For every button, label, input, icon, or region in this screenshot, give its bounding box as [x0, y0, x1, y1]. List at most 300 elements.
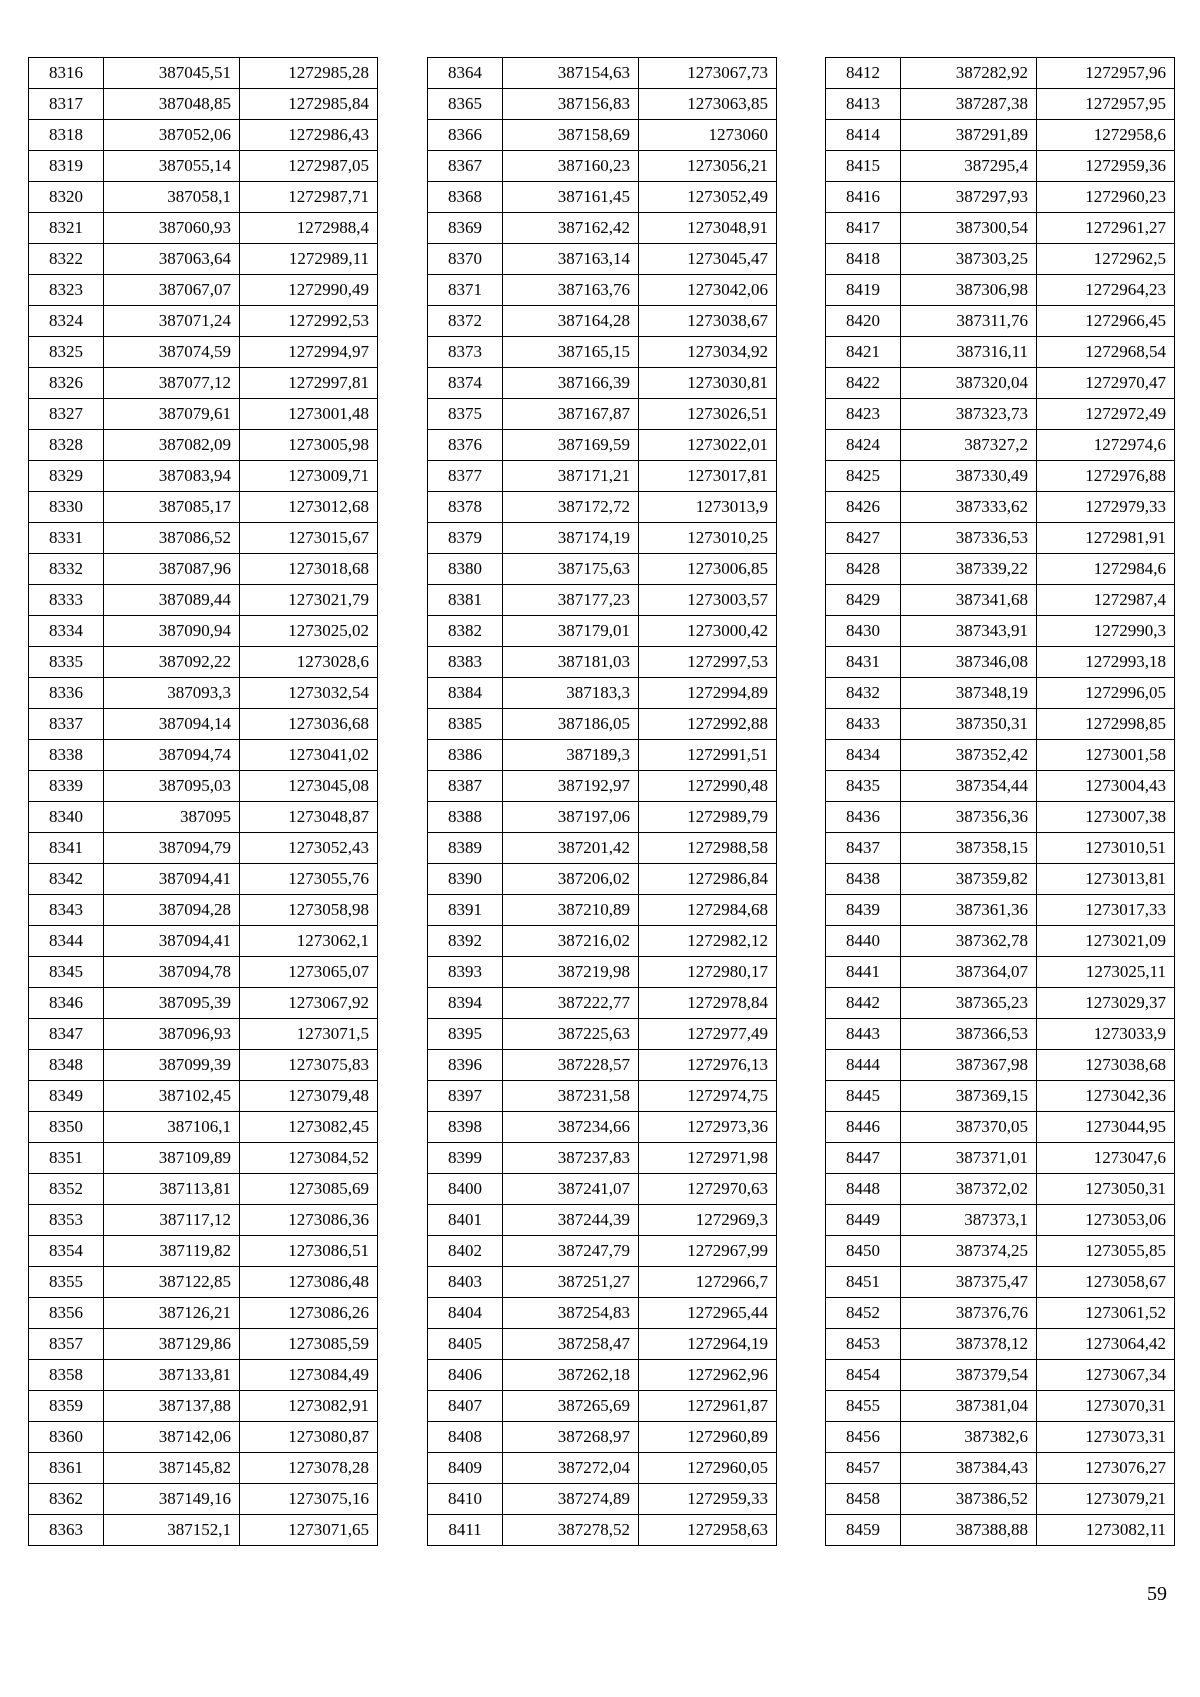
- y-coordinate-cell: 1272966,7: [639, 1267, 777, 1298]
- table-row: [428, 461, 777, 492]
- y-coordinate-cell: 1273080,87: [240, 1422, 378, 1453]
- table-row: [826, 1205, 1175, 1236]
- point-number-cell: 8347: [29, 1019, 104, 1050]
- point-number-cell: 8431: [826, 647, 901, 678]
- table-row: [826, 833, 1175, 864]
- coordinate-table-body: [428, 58, 777, 1546]
- table-row: [826, 275, 1175, 306]
- y-coordinate-cell: 1273060: [639, 120, 777, 151]
- x-coordinate-cell: 387362,78: [901, 926, 1037, 957]
- y-coordinate-cell: 1273086,26: [240, 1298, 378, 1329]
- table-row: [428, 89, 777, 120]
- x-coordinate-cell: 387373,1: [901, 1205, 1037, 1236]
- y-coordinate-cell: 1272977,49: [639, 1019, 777, 1050]
- y-coordinate-cell: 1273055,85: [1037, 1236, 1175, 1267]
- table-row: [428, 213, 777, 244]
- table-row: [29, 647, 378, 678]
- y-coordinate-cell: 1273005,98: [240, 430, 378, 461]
- y-coordinate-cell: 1273079,48: [240, 1081, 378, 1112]
- point-number-cell: 8332: [29, 554, 104, 585]
- table-row: [826, 1391, 1175, 1422]
- point-number-cell: 8395: [428, 1019, 503, 1050]
- x-coordinate-cell: 387179,01: [503, 616, 639, 647]
- table-row: [826, 1422, 1175, 1453]
- y-coordinate-cell: 1273033,9: [1037, 1019, 1175, 1050]
- point-number-cell: 8407: [428, 1391, 503, 1422]
- x-coordinate-cell: 387149,16: [104, 1484, 240, 1515]
- table-row: [428, 864, 777, 895]
- y-coordinate-cell: 1273071,5: [240, 1019, 378, 1050]
- x-coordinate-cell: 387228,57: [503, 1050, 639, 1081]
- table-row: [428, 1422, 777, 1453]
- table-row: [29, 461, 378, 492]
- table-row: [29, 585, 378, 616]
- x-coordinate-cell: 387162,42: [503, 213, 639, 244]
- point-number-cell: 8351: [29, 1143, 104, 1174]
- table-row: [428, 678, 777, 709]
- table-row: [428, 895, 777, 926]
- table-row: [826, 1484, 1175, 1515]
- x-coordinate-cell: 387154,63: [503, 58, 639, 89]
- x-coordinate-cell: 387160,23: [503, 151, 639, 182]
- y-coordinate-cell: 1272978,84: [639, 988, 777, 1019]
- table-row: [428, 430, 777, 461]
- table-row: [826, 399, 1175, 430]
- x-coordinate-cell: 387067,07: [104, 275, 240, 306]
- x-coordinate-cell: 387303,25: [901, 244, 1037, 275]
- point-number-cell: 8439: [826, 895, 901, 926]
- y-coordinate-cell: 1273067,92: [240, 988, 378, 1019]
- point-number-cell: 8350: [29, 1112, 104, 1143]
- y-coordinate-cell: 1273018,68: [240, 554, 378, 585]
- y-coordinate-cell: 1272973,36: [639, 1112, 777, 1143]
- point-number-cell: 8447: [826, 1143, 901, 1174]
- y-coordinate-cell: 1272989,11: [240, 244, 378, 275]
- y-coordinate-cell: 1272972,49: [1037, 399, 1175, 430]
- x-coordinate-cell: 387372,02: [901, 1174, 1037, 1205]
- y-coordinate-cell: 1272959,36: [1037, 151, 1175, 182]
- x-coordinate-cell: 387225,63: [503, 1019, 639, 1050]
- y-coordinate-cell: 1272982,12: [639, 926, 777, 957]
- x-coordinate-cell: 387183,3: [503, 678, 639, 709]
- y-coordinate-cell: 1272965,44: [639, 1298, 777, 1329]
- table-row: [29, 1112, 378, 1143]
- table-row: [29, 120, 378, 151]
- y-coordinate-cell: 1273025,02: [240, 616, 378, 647]
- y-coordinate-cell: 1273050,31: [1037, 1174, 1175, 1205]
- x-coordinate-cell: 387181,03: [503, 647, 639, 678]
- table-row: [428, 1112, 777, 1143]
- y-coordinate-cell: 1272958,6: [1037, 120, 1175, 151]
- table-row: [826, 1298, 1175, 1329]
- table-row: [428, 1298, 777, 1329]
- x-coordinate-cell: 387158,69: [503, 120, 639, 151]
- table-row: [428, 182, 777, 213]
- x-coordinate-cell: 387378,12: [901, 1329, 1037, 1360]
- y-coordinate-cell: 1273041,02: [240, 740, 378, 771]
- table-row: [29, 1143, 378, 1174]
- x-coordinate-cell: 387210,89: [503, 895, 639, 926]
- table-row: [428, 771, 777, 802]
- x-coordinate-cell: 387251,27: [503, 1267, 639, 1298]
- x-coordinate-cell: 387089,44: [104, 585, 240, 616]
- point-number-cell: 8363: [29, 1515, 104, 1546]
- y-coordinate-cell: 1272974,75: [639, 1081, 777, 1112]
- y-coordinate-cell: 1273086,36: [240, 1205, 378, 1236]
- point-number-cell: 8433: [826, 709, 901, 740]
- table-row: [428, 1391, 777, 1422]
- y-coordinate-cell: 1272997,53: [639, 647, 777, 678]
- x-coordinate-cell: 387169,59: [503, 430, 639, 461]
- x-coordinate-cell: 387163,76: [503, 275, 639, 306]
- y-coordinate-cell: 1273001,48: [240, 399, 378, 430]
- point-number-cell: 8429: [826, 585, 901, 616]
- table-row: [428, 1236, 777, 1267]
- table-row: [29, 337, 378, 368]
- x-coordinate-cell: 387142,06: [104, 1422, 240, 1453]
- x-coordinate-cell: 387336,53: [901, 523, 1037, 554]
- table-row: [29, 926, 378, 957]
- y-coordinate-cell: 1273025,11: [1037, 957, 1175, 988]
- y-coordinate-cell: 1273085,59: [240, 1329, 378, 1360]
- table-row: [826, 678, 1175, 709]
- table-row: [29, 368, 378, 399]
- y-coordinate-cell: 1272988,58: [639, 833, 777, 864]
- y-coordinate-cell: 1273085,69: [240, 1174, 378, 1205]
- point-number-cell: 8319: [29, 151, 104, 182]
- point-number-cell: 8410: [428, 1484, 503, 1515]
- coordinate-table-3: [825, 57, 1175, 1546]
- point-number-cell: 8366: [428, 120, 503, 151]
- x-coordinate-cell: 387161,45: [503, 182, 639, 213]
- y-coordinate-cell: 1273029,37: [1037, 988, 1175, 1019]
- table-row: [29, 1360, 378, 1391]
- x-coordinate-cell: 387079,61: [104, 399, 240, 430]
- point-number-cell: 8406: [428, 1360, 503, 1391]
- x-coordinate-cell: 387172,72: [503, 492, 639, 523]
- point-number-cell: 8423: [826, 399, 901, 430]
- table-row: [428, 492, 777, 523]
- y-coordinate-cell: 1272979,33: [1037, 492, 1175, 523]
- y-coordinate-cell: 1273045,47: [639, 244, 777, 275]
- x-coordinate-cell: 387119,82: [104, 1236, 240, 1267]
- x-coordinate-cell: 387361,36: [901, 895, 1037, 926]
- table-row: [826, 492, 1175, 523]
- x-coordinate-cell: 387258,47: [503, 1329, 639, 1360]
- x-coordinate-cell: 387045,51: [104, 58, 240, 89]
- y-coordinate-cell: 1272971,98: [639, 1143, 777, 1174]
- y-coordinate-cell: 1272994,89: [639, 678, 777, 709]
- y-coordinate-cell: 1272960,05: [639, 1453, 777, 1484]
- y-coordinate-cell: 1273058,67: [1037, 1267, 1175, 1298]
- y-coordinate-cell: 1273021,09: [1037, 926, 1175, 957]
- point-number-cell: 8390: [428, 864, 503, 895]
- table-row: [428, 1174, 777, 1205]
- y-coordinate-cell: 1273078,28: [240, 1453, 378, 1484]
- table-row: [826, 1143, 1175, 1174]
- point-number-cell: 8427: [826, 523, 901, 554]
- point-number-cell: 8455: [826, 1391, 901, 1422]
- y-coordinate-cell: 1272988,4: [240, 213, 378, 244]
- x-coordinate-cell: 387206,02: [503, 864, 639, 895]
- y-coordinate-cell: 1273004,43: [1037, 771, 1175, 802]
- y-coordinate-cell: 1273044,95: [1037, 1112, 1175, 1143]
- table-row: [428, 585, 777, 616]
- table-row: [29, 1391, 378, 1422]
- y-coordinate-cell: 1273021,79: [240, 585, 378, 616]
- point-number-cell: 8412: [826, 58, 901, 89]
- table-row: [29, 771, 378, 802]
- table-row: [29, 1422, 378, 1453]
- y-coordinate-cell: 1272964,19: [639, 1329, 777, 1360]
- x-coordinate-cell: 387197,06: [503, 802, 639, 833]
- x-coordinate-cell: 387174,19: [503, 523, 639, 554]
- x-coordinate-cell: 387167,87: [503, 399, 639, 430]
- x-coordinate-cell: 387095: [104, 802, 240, 833]
- point-number-cell: 8403: [428, 1267, 503, 1298]
- y-coordinate-cell: 1272961,87: [639, 1391, 777, 1422]
- x-coordinate-cell: 387094,14: [104, 709, 240, 740]
- y-coordinate-cell: 1273079,21: [1037, 1484, 1175, 1515]
- table-row: [826, 151, 1175, 182]
- x-coordinate-cell: 387356,36: [901, 802, 1037, 833]
- table-row: [29, 678, 378, 709]
- point-number-cell: 8441: [826, 957, 901, 988]
- point-number-cell: 8454: [826, 1360, 901, 1391]
- x-coordinate-cell: 387165,15: [503, 337, 639, 368]
- point-number-cell: 8459: [826, 1515, 901, 1546]
- x-coordinate-cell: 387092,22: [104, 647, 240, 678]
- point-number-cell: 8361: [29, 1453, 104, 1484]
- point-number-cell: 8356: [29, 1298, 104, 1329]
- y-coordinate-cell: 1273082,11: [1037, 1515, 1175, 1546]
- point-number-cell: 8437: [826, 833, 901, 864]
- point-number-cell: 8330: [29, 492, 104, 523]
- point-number-cell: 8317: [29, 89, 104, 120]
- point-number-cell: 8432: [826, 678, 901, 709]
- y-coordinate-cell: 1273065,07: [240, 957, 378, 988]
- table-row: [428, 988, 777, 1019]
- table-row: [29, 957, 378, 988]
- point-number-cell: 8389: [428, 833, 503, 864]
- coordinate-table-body: [29, 58, 378, 1546]
- table-row: [29, 182, 378, 213]
- y-coordinate-cell: 1272992,53: [240, 306, 378, 337]
- point-number-cell: 8348: [29, 1050, 104, 1081]
- x-coordinate-cell: 387244,39: [503, 1205, 639, 1236]
- point-number-cell: 8421: [826, 337, 901, 368]
- x-coordinate-cell: 387052,06: [104, 120, 240, 151]
- y-coordinate-cell: 1272976,88: [1037, 461, 1175, 492]
- x-coordinate-cell: 387126,21: [104, 1298, 240, 1329]
- x-coordinate-cell: 387341,68: [901, 585, 1037, 616]
- x-coordinate-cell: 387164,28: [503, 306, 639, 337]
- x-coordinate-cell: 387348,19: [901, 678, 1037, 709]
- x-coordinate-cell: 387323,73: [901, 399, 1037, 430]
- table-row: [29, 833, 378, 864]
- point-number-cell: 8396: [428, 1050, 503, 1081]
- point-number-cell: 8394: [428, 988, 503, 1019]
- table-row: [428, 523, 777, 554]
- y-coordinate-cell: 1272964,23: [1037, 275, 1175, 306]
- point-number-cell: 8367: [428, 151, 503, 182]
- y-coordinate-cell: 1272998,85: [1037, 709, 1175, 740]
- point-number-cell: 8369: [428, 213, 503, 244]
- table-row: [826, 120, 1175, 151]
- point-number-cell: 8357: [29, 1329, 104, 1360]
- x-coordinate-cell: 387330,49: [901, 461, 1037, 492]
- x-coordinate-cell: 387071,24: [104, 306, 240, 337]
- point-number-cell: 8388: [428, 802, 503, 833]
- table-row: [826, 368, 1175, 399]
- x-coordinate-cell: 387306,98: [901, 275, 1037, 306]
- x-coordinate-cell: 387287,38: [901, 89, 1037, 120]
- y-coordinate-cell: 1273015,67: [240, 523, 378, 554]
- x-coordinate-cell: 387339,22: [901, 554, 1037, 585]
- y-coordinate-cell: 1272990,3: [1037, 616, 1175, 647]
- point-number-cell: 8400: [428, 1174, 503, 1205]
- y-coordinate-cell: 1273028,6: [240, 647, 378, 678]
- x-coordinate-cell: 387094,78: [104, 957, 240, 988]
- table-row: [29, 306, 378, 337]
- point-number-cell: 8392: [428, 926, 503, 957]
- table-row: [428, 306, 777, 337]
- point-number-cell: 8419: [826, 275, 901, 306]
- y-coordinate-cell: 1272969,3: [639, 1205, 777, 1236]
- y-coordinate-cell: 1272984,6: [1037, 554, 1175, 585]
- y-coordinate-cell: 1273063,85: [639, 89, 777, 120]
- x-coordinate-cell: 387379,54: [901, 1360, 1037, 1391]
- y-coordinate-cell: 1273070,31: [1037, 1391, 1175, 1422]
- x-coordinate-cell: 387282,92: [901, 58, 1037, 89]
- point-number-cell: 8408: [428, 1422, 503, 1453]
- point-number-cell: 8387: [428, 771, 503, 802]
- x-coordinate-cell: 387096,93: [104, 1019, 240, 1050]
- point-number-cell: 8411: [428, 1515, 503, 1546]
- table-row: [29, 1081, 378, 1112]
- x-coordinate-cell: 387156,83: [503, 89, 639, 120]
- point-number-cell: 8383: [428, 647, 503, 678]
- y-coordinate-cell: 1272987,05: [240, 151, 378, 182]
- table-row: [428, 244, 777, 275]
- x-coordinate-cell: 387122,85: [104, 1267, 240, 1298]
- y-coordinate-cell: 1272981,91: [1037, 523, 1175, 554]
- point-number-cell: 8385: [428, 709, 503, 740]
- table-row: [29, 275, 378, 306]
- point-number-cell: 8342: [29, 864, 104, 895]
- y-coordinate-cell: 1273013,9: [639, 492, 777, 523]
- x-coordinate-cell: 387272,04: [503, 1453, 639, 1484]
- table-row: [428, 275, 777, 306]
- x-coordinate-cell: 387163,14: [503, 244, 639, 275]
- table-row: [29, 616, 378, 647]
- y-coordinate-cell: 1272997,81: [240, 368, 378, 399]
- point-number-cell: 8456: [826, 1422, 901, 1453]
- y-coordinate-cell: 1272987,4: [1037, 585, 1175, 616]
- table-row: [29, 554, 378, 585]
- point-number-cell: 8318: [29, 120, 104, 151]
- y-coordinate-cell: 1272957,95: [1037, 89, 1175, 120]
- point-number-cell: 8391: [428, 895, 503, 926]
- table-row: [29, 1298, 378, 1329]
- point-number-cell: 8339: [29, 771, 104, 802]
- point-number-cell: 8335: [29, 647, 104, 678]
- table-row: [826, 182, 1175, 213]
- table-row: [428, 926, 777, 957]
- x-coordinate-cell: 387109,89: [104, 1143, 240, 1174]
- x-coordinate-cell: 387094,79: [104, 833, 240, 864]
- x-coordinate-cell: 387265,69: [503, 1391, 639, 1422]
- table-row: [428, 1329, 777, 1360]
- x-coordinate-cell: 387370,05: [901, 1112, 1037, 1143]
- x-coordinate-cell: 387094,41: [104, 864, 240, 895]
- x-coordinate-cell: 387382,6: [901, 1422, 1037, 1453]
- point-number-cell: 8344: [29, 926, 104, 957]
- x-coordinate-cell: 387095,03: [104, 771, 240, 802]
- x-coordinate-cell: 387333,62: [901, 492, 1037, 523]
- table-row: [29, 1019, 378, 1050]
- x-coordinate-cell: 387374,25: [901, 1236, 1037, 1267]
- point-number-cell: 8417: [826, 213, 901, 244]
- y-coordinate-cell: 1273017,33: [1037, 895, 1175, 926]
- x-coordinate-cell: 387367,98: [901, 1050, 1037, 1081]
- table-row: [826, 1019, 1175, 1050]
- x-coordinate-cell: 387262,18: [503, 1360, 639, 1391]
- table-row: [428, 740, 777, 771]
- y-coordinate-cell: 1273007,38: [1037, 802, 1175, 833]
- y-coordinate-cell: 1272968,54: [1037, 337, 1175, 368]
- x-coordinate-cell: 387234,66: [503, 1112, 639, 1143]
- y-coordinate-cell: 1273032,54: [240, 678, 378, 709]
- table-row: [826, 740, 1175, 771]
- point-number-cell: 8322: [29, 244, 104, 275]
- point-number-cell: 8424: [826, 430, 901, 461]
- point-number-cell: 8422: [826, 368, 901, 399]
- x-coordinate-cell: 387113,81: [104, 1174, 240, 1205]
- y-coordinate-cell: 1273048,87: [240, 802, 378, 833]
- x-coordinate-cell: 387327,2: [901, 430, 1037, 461]
- y-coordinate-cell: 1273062,1: [240, 926, 378, 957]
- point-number-cell: 8340: [29, 802, 104, 833]
- x-coordinate-cell: 387381,04: [901, 1391, 1037, 1422]
- y-coordinate-cell: 1272961,27: [1037, 213, 1175, 244]
- x-coordinate-cell: 387320,04: [901, 368, 1037, 399]
- x-coordinate-cell: 387189,3: [503, 740, 639, 771]
- y-coordinate-cell: 1272996,05: [1037, 678, 1175, 709]
- x-coordinate-cell: 387175,63: [503, 554, 639, 585]
- x-coordinate-cell: 387094,41: [104, 926, 240, 957]
- x-coordinate-cell: 387117,12: [104, 1205, 240, 1236]
- y-coordinate-cell: 1273053,06: [1037, 1205, 1175, 1236]
- y-coordinate-cell: 1272958,63: [639, 1515, 777, 1546]
- point-number-cell: 8371: [428, 275, 503, 306]
- table-row: [428, 554, 777, 585]
- coordinate-table-body: [826, 58, 1175, 1546]
- x-coordinate-cell: 387274,89: [503, 1484, 639, 1515]
- table-row: [29, 864, 378, 895]
- point-number-cell: 8331: [29, 523, 104, 554]
- y-coordinate-cell: 1272970,63: [639, 1174, 777, 1205]
- table-row: [29, 1174, 378, 1205]
- y-coordinate-cell: 1272967,99: [639, 1236, 777, 1267]
- x-coordinate-cell: 387346,08: [901, 647, 1037, 678]
- table-row: [826, 585, 1175, 616]
- y-coordinate-cell: 1273012,68: [240, 492, 378, 523]
- table-row: [428, 1267, 777, 1298]
- table-row: [826, 988, 1175, 1019]
- y-coordinate-cell: 1273073,31: [1037, 1422, 1175, 1453]
- point-number-cell: 8457: [826, 1453, 901, 1484]
